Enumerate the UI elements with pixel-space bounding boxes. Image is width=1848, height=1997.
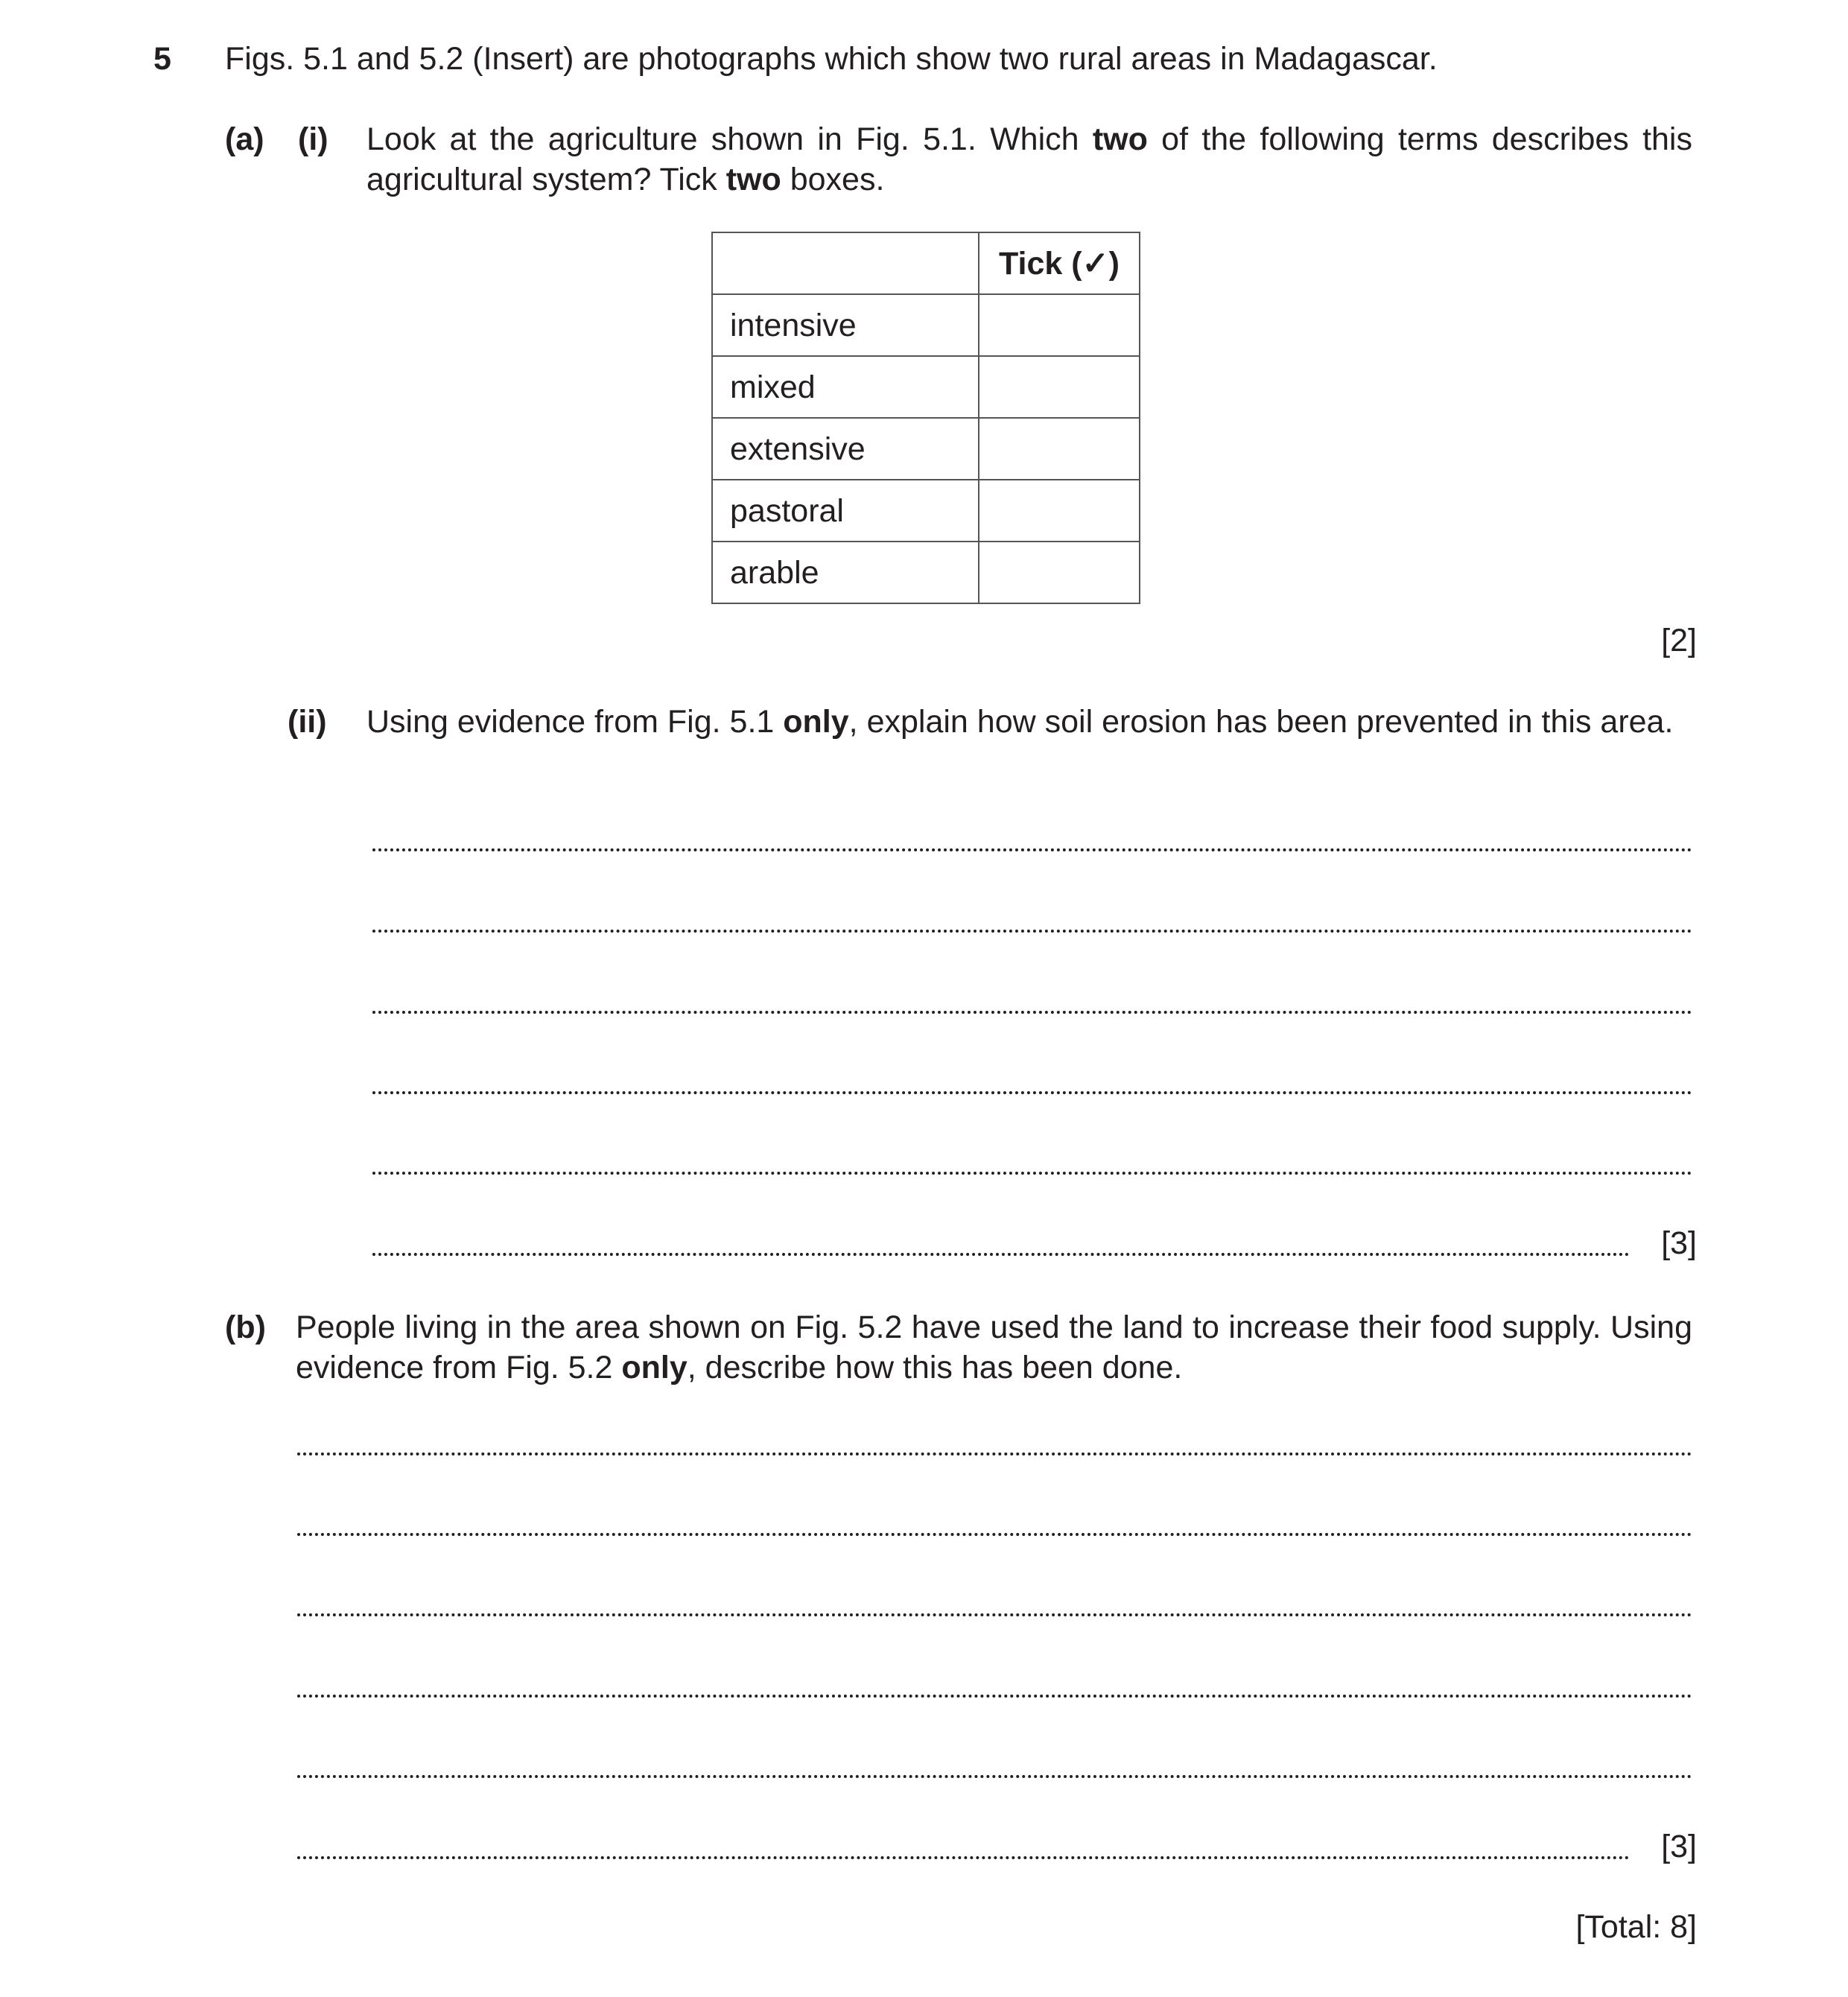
- total-marks: [Total: 8]: [1575, 1909, 1697, 1945]
- term-intensive: intensive: [712, 294, 979, 356]
- part-a-i-label: (i): [298, 121, 328, 157]
- answer-line[interactable]: [297, 1775, 1692, 1778]
- answer-line[interactable]: [372, 848, 1692, 851]
- answer-line[interactable]: [372, 930, 1692, 933]
- answer-line[interactable]: [372, 1091, 1692, 1094]
- table-row: [712, 542, 1140, 603]
- table-row: [712, 294, 1140, 356]
- answer-line[interactable]: [297, 1695, 1692, 1698]
- part-a-ii-question: Using evidence from Fig. 5.1 only, explain how soil erosion has been prevented in this area.: [366, 704, 1674, 740]
- tick-table-header-tick: Tick (✓): [979, 232, 1140, 294]
- part-a-ii-label: (ii): [288, 704, 327, 740]
- tick-box-mixed[interactable]: [979, 356, 1140, 418]
- tick-table-header: [712, 232, 1140, 294]
- tick-box-arable[interactable]: [979, 542, 1140, 603]
- part-b-marks: [3]: [1661, 1829, 1697, 1864]
- answer-line[interactable]: [297, 1613, 1692, 1616]
- answer-line[interactable]: [372, 1172, 1692, 1175]
- term-mixed: mixed: [712, 356, 979, 418]
- tick-table: [711, 232, 1140, 604]
- question-number: 5: [153, 41, 171, 77]
- term-extensive: extensive: [712, 418, 979, 480]
- tick-box-pastoral[interactable]: [979, 480, 1140, 542]
- part-b-question: People living in the area shown on Fig. 5.2 have used the land to increase their food supply. Using evidence from Fig. 5.2 only, describe how this has been done.: [296, 1309, 1692, 1385]
- tick-box-intensive[interactable]: [979, 294, 1140, 356]
- question-intro: Figs. 5.1 and 5.2 (Insert) are photographs which show two rural areas in Madagascar.: [225, 41, 1438, 77]
- part-a-label: (a): [225, 121, 264, 157]
- tick-table-header-blank: [712, 232, 979, 294]
- part-b-label: (b): [225, 1309, 266, 1345]
- answer-line[interactable]: [297, 1452, 1692, 1455]
- part-a-i-marks: [2]: [1661, 623, 1697, 658]
- answer-line[interactable]: [372, 1011, 1692, 1014]
- table-row: [712, 418, 1140, 480]
- table-row: [712, 480, 1140, 542]
- part-a-i-question: Look at the agriculture shown in Fig. 5.1. Which two of the following terms describes this agricultural system? Tick two boxes.: [366, 121, 1692, 197]
- term-arable: arable: [712, 542, 979, 603]
- part-a-ii-marks: [3]: [1661, 1225, 1697, 1261]
- term-pastoral: pastoral: [712, 480, 979, 542]
- table-row: [712, 356, 1140, 418]
- tick-box-extensive[interactable]: [979, 418, 1140, 480]
- answer-line[interactable]: [372, 1253, 1630, 1256]
- answer-line[interactable]: [297, 1856, 1630, 1859]
- answer-line[interactable]: [297, 1533, 1692, 1536]
